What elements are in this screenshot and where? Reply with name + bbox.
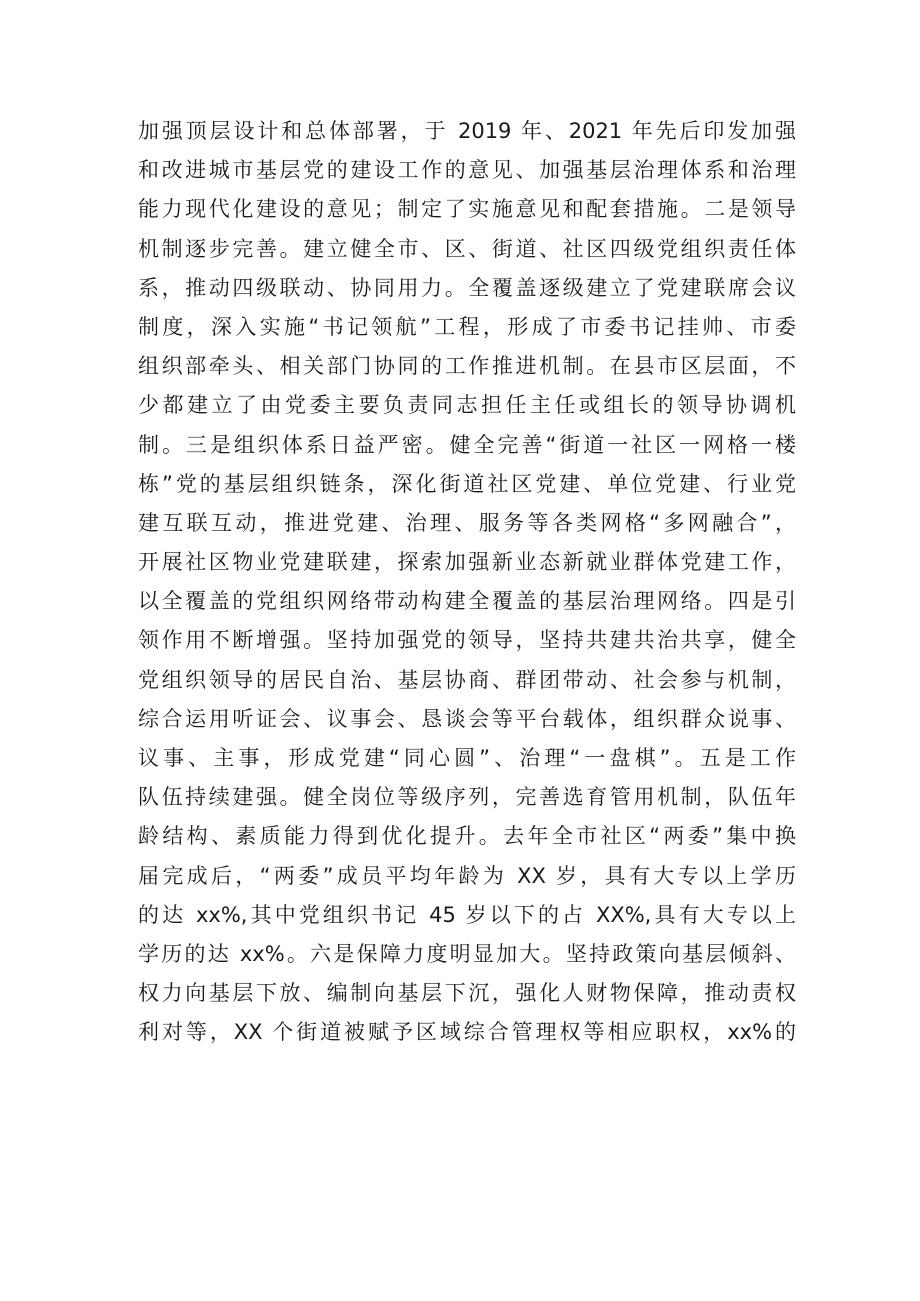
text-line-8: 少都建立了由党委主要负责同志担任主任或组长的领导协调机 bbox=[138, 393, 796, 418]
body-paragraph bbox=[138, 112, 798, 1053]
text-line-22: 学历的达 xx%。六是保障力度明显加大。坚持政策向基层倾斜、 bbox=[138, 941, 796, 966]
text-line-6: 制度，深入实施“书记领航”工程，形成了市委书记挂帅、市委 bbox=[138, 314, 796, 339]
text-line-23: 权力向基层下放、编制向基层下沉，强化人财物保障，推动责权 bbox=[138, 981, 796, 1006]
text-line-4: 机制逐步完善。建立健全市、区、街道、社区四级党组织责任体 bbox=[138, 236, 796, 261]
text-line-19: 龄结构、素质能力得到优化提升。去年全市社区“两委”集中换 bbox=[138, 824, 796, 849]
text-line-10: 栋”党的基层组织链条，深化街道社区党建、单位党建、行业党 bbox=[138, 471, 796, 496]
text-line-11: 建互联互动，推进党建、治理、服务等各类网格“多网融合”， bbox=[138, 510, 796, 535]
text-line-17: 议事、主事，形成党建“同心圆”、治理“一盘棋”。五是工作 bbox=[138, 746, 796, 770]
text-line-12: 开展社区物业党建联建，探索加强新业态新就业群体党建工作， bbox=[138, 550, 796, 575]
text-line-9: 制。三是组织体系日益严密。健全完善“街道一社区一网格一楼 bbox=[138, 432, 796, 457]
text-line-21: 的达 xx%,其中党组织书记 45 岁以下的占 XX%,具有大专以上 bbox=[138, 902, 796, 927]
text-line-13: 以全覆盖的党组织网络带动构建全覆盖的基层治理网络。四是引 bbox=[138, 589, 796, 614]
text-line-14: 领作用不断增强。坚持加强党的领导，坚持共建共治共享，健全 bbox=[138, 628, 796, 653]
text-line-16: 综合运用听证会、议事会、恳谈会等平台载体，组织群众说事、 bbox=[138, 706, 796, 731]
text-line-2: 和改进城市基层党的建设工作的意见、加强基层治理体系和治理 bbox=[138, 158, 796, 183]
text-line-15: 党组织领导的居民自治、基层协商、群团带动、社会参与机制， bbox=[138, 667, 796, 692]
text-line-20: 届完成后，“两委”成员平均年龄为 XX 岁，具有大专以上学历 bbox=[138, 863, 796, 888]
text-line-3: 能力现代化建设的意见；制定了实施意见和配套措施。二是领导 bbox=[138, 197, 796, 222]
text-line-7: 组织部牵头、相关部门协同的工作推进机制。在县市区层面，不 bbox=[138, 354, 796, 379]
text-line-24: 利对等，XX 个街道被赋予区域综合管理权等相应职权，xx%的 bbox=[138, 1020, 796, 1045]
text-line-1: 加强顶层设计和总体部署，于 2019 年、2021 年先后印发加强 bbox=[138, 119, 796, 143]
text-line-5: 系，推动四级联动、协同用力。全覆盖逐级建立了党建联席会议 bbox=[138, 275, 796, 300]
text-line-18: 队伍持续建强。健全岗位等级序列，完善选育管用机制，队伍年 bbox=[138, 785, 796, 810]
